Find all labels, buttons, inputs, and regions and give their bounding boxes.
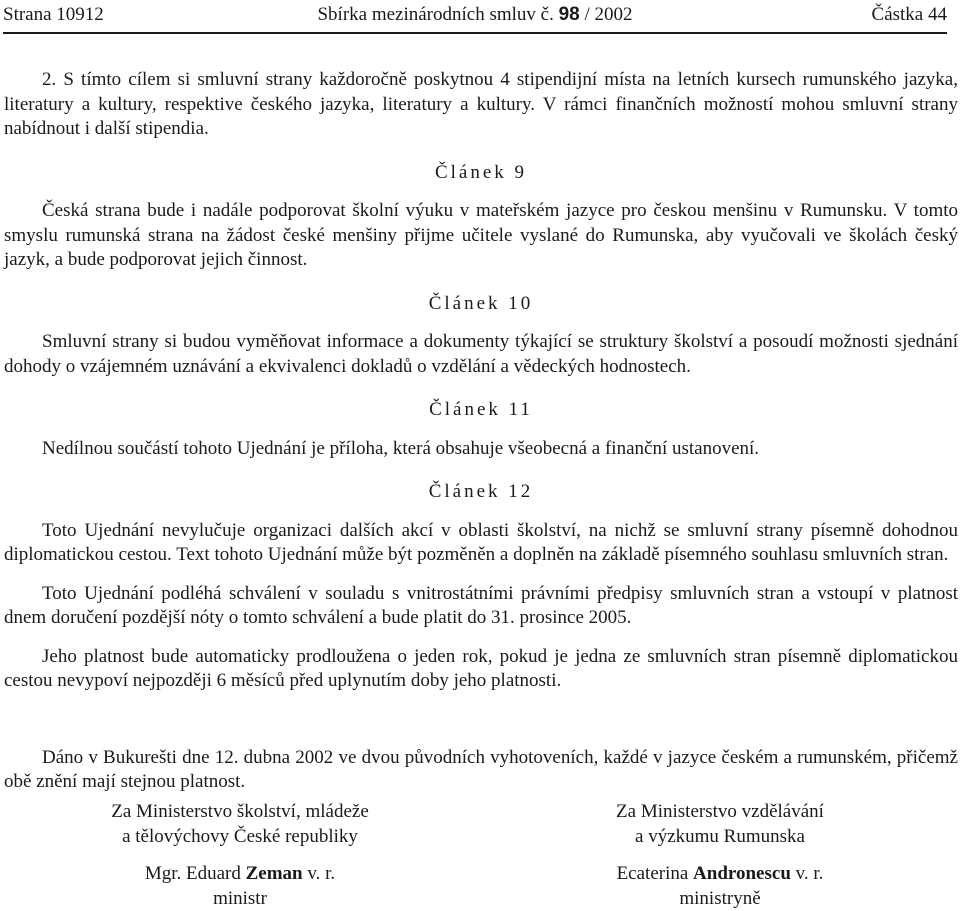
collection-title bbox=[3, 2, 947, 28]
romanian-ministry-line-2: a výzkumu Rumunska bbox=[540, 825, 900, 850]
czech-signatory-name bbox=[60, 862, 420, 887]
part-number: Částka 44 bbox=[872, 2, 947, 28]
article-9-heading: Článek 9 bbox=[4, 161, 958, 186]
article-9-text: Česká strana bude i nadále podporovat školní výuku v mateřském jazyce pro českou menšinu v Rumunsku. V tomto smyslu rumunská strana na žádost české menšiny přijme učitele vyslané do Rumunska, aby vyučovali ve školách český jazyk, a bude podporovat jejich činnost. bbox=[4, 199, 958, 273]
romanian-name-prefix: Ecaterina bbox=[617, 863, 689, 884]
issue-year: / 2002 bbox=[585, 4, 633, 25]
czech-name-prefix: Mgr. Eduard bbox=[145, 863, 241, 884]
document-body bbox=[4, 68, 958, 795]
czech-ministry-line-2: a tělovýchovy České republiky bbox=[60, 825, 420, 850]
page-number: Strana 10912 bbox=[3, 2, 104, 28]
article-11-heading: Článek 11 bbox=[4, 398, 958, 423]
article-11-text: Nedílnou součástí tohoto Ujednání je příloha, která obsahuje všeobecná a finanční ustanovení. bbox=[4, 437, 958, 462]
czech-ministry-line-1: Za Ministerstvo školství, mládeže bbox=[60, 800, 420, 825]
article-12-heading: Článek 12 bbox=[4, 480, 958, 505]
czech-signatory-title: ministr bbox=[60, 887, 420, 911]
signing-place-date: Dáno v Bukurešti dne 12. dubna 2002 ve dvou původních vyhotoveních, každé v jazyce českém a rumunském, přičemž obě znění mají stejnou platnost. bbox=[4, 746, 958, 795]
czech-suffix: v. r. bbox=[307, 863, 335, 884]
collection-name: Sbírka mezinárodních smluv č. bbox=[317, 4, 553, 25]
article-12-paragraph-3: Jeho platnost bude automaticky prodloužena o jeden rok, pokud je jedna ze smluvních stran písemně diplomatickou cestou nevypoví nejpozději 6 měsíců před uplynutím doby jeho platnosti. bbox=[4, 645, 958, 694]
czech-surname: Zeman bbox=[246, 863, 303, 884]
romanian-surname: Andronescu bbox=[693, 863, 791, 884]
romanian-signatory-title: ministryně bbox=[540, 887, 900, 911]
romanian-suffix: v. r. bbox=[796, 863, 824, 884]
article-10-text: Smluvní strany si budou vyměňovat informace a dokumenty týkající se struktury školství a posoudí možnosti sjednání dohody o vzájemném uznávání a ekvivalenci dokladů o vzdělání a vědeckých hodnostech. bbox=[4, 330, 958, 379]
article-10-heading: Článek 10 bbox=[4, 292, 958, 317]
page-header bbox=[3, 2, 947, 34]
czech-signatory bbox=[60, 800, 420, 911]
romanian-ministry-line-1: Za Ministerstvo vzdělávání bbox=[540, 800, 900, 825]
romanian-signatory bbox=[540, 800, 900, 911]
paragraph-2: 2. S tímto cílem si smluvní strany každoročně poskytnou 4 stipendijní místa na letních kursech rumunského jazyka, literatury a kultury, respektive českého jazyka, literatury a kultury. V rámci finančních možností mohou smluvní strany nabídnout i další stipendia. bbox=[4, 68, 958, 142]
romanian-signatory-name bbox=[540, 862, 900, 887]
article-12-paragraph-1: Toto Ujednání nevylučuje organizaci dalších akcí v oblasti školství, na nichž se smluvní strany písemně dohodnou diplomatickou cestou. Text tohoto Ujednání může být pozměněn a doplněn na základě písemného souhlasu smluvních stran. bbox=[4, 519, 958, 568]
article-12-paragraph-2: Toto Ujednání podléhá schválení v souladu s vnitrostátními právními předpisy smluvních stran a vstoupí v platnost dnem doručení pozdější nóty o tomto schválení a bude platit do 31. prosince 2005. bbox=[4, 582, 958, 631]
issue-number: 98 bbox=[559, 4, 580, 25]
